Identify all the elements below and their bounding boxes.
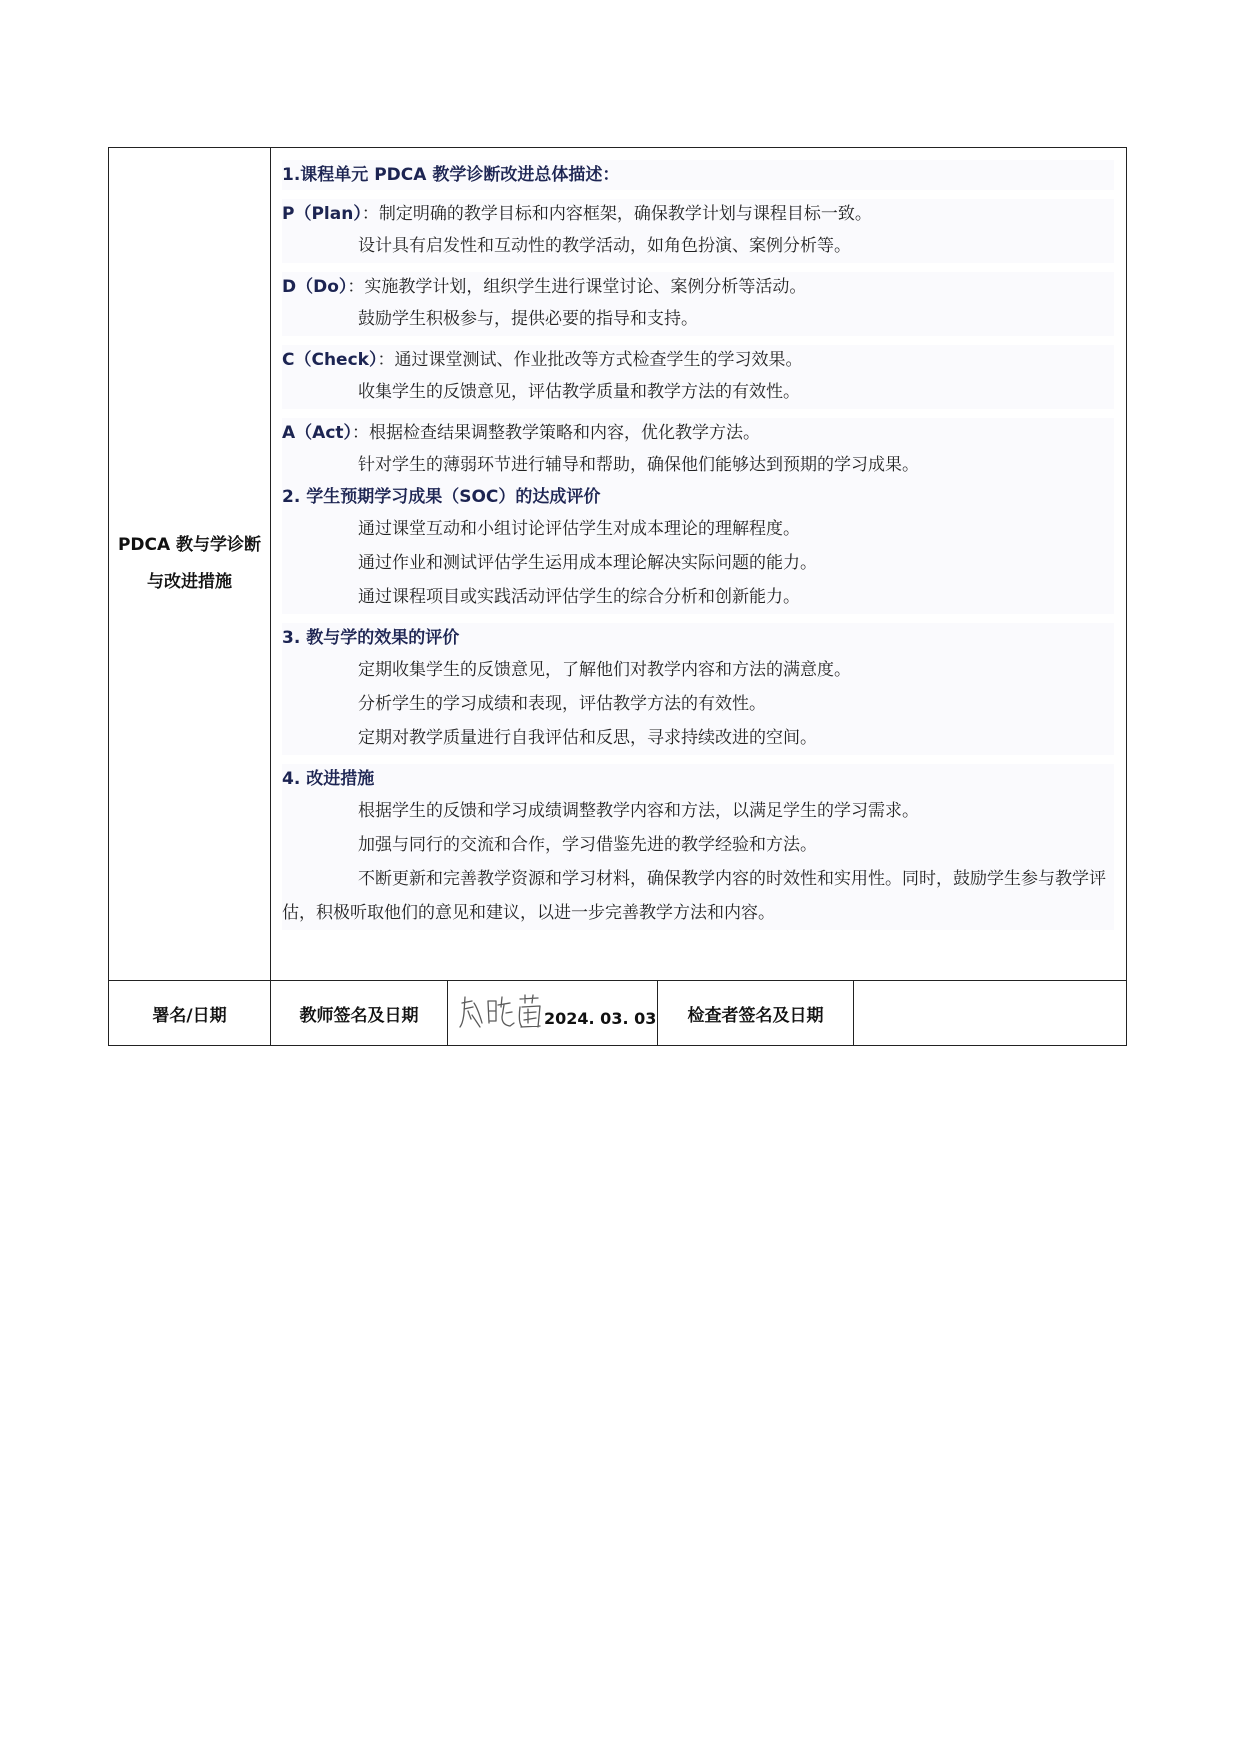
check-detail: 收集学生的反馈意见，评估教学质量和教学方法的有效性。 bbox=[358, 382, 800, 402]
plan-label: P（Plan） bbox=[282, 204, 362, 224]
plan-line bbox=[282, 199, 1114, 229]
do-line bbox=[282, 272, 1114, 302]
do-detail: 鼓励学生积极参与，提供必要的指导和支持。 bbox=[358, 309, 698, 329]
do-text: ：实施教学计划，组织学生进行课堂讨论、案例分析等活动。 bbox=[347, 277, 807, 297]
do-section bbox=[282, 272, 1114, 336]
act-text: ：根据检查结果调整教学策略和内容，优化教学方法。 bbox=[352, 423, 761, 443]
soc-title: 2. 学生预期学习成果（SOC）的达成评价 bbox=[282, 487, 601, 507]
effect-item: 分析学生的学习成绩和表现，评估教学方法的有效性。 bbox=[358, 694, 766, 714]
row-label-line-1: PDCA 教与学诊断 bbox=[117, 535, 262, 555]
improve-title: 4. 改进措施 bbox=[282, 769, 375, 789]
signature-row bbox=[109, 981, 1127, 1046]
pdca-overview-section bbox=[282, 160, 1114, 190]
plan-section bbox=[282, 199, 1114, 263]
checker-signature-cell bbox=[854, 981, 1127, 1046]
pdca-row bbox=[109, 148, 1127, 981]
do-label: D（Do） bbox=[282, 277, 348, 297]
teacher-signature-label: 教师签名及日期 bbox=[271, 981, 448, 1046]
signature-row-label: 署名/日期 bbox=[109, 981, 271, 1046]
act-section bbox=[282, 418, 1114, 482]
improve-item: 加强与同行的交流和合作，学习借鉴先进的教学经验和方法。 bbox=[358, 835, 817, 855]
improve-section bbox=[282, 764, 1114, 930]
teacher-signature-date: 2024. 03. 03 bbox=[544, 1009, 657, 1028]
handwritten-signature bbox=[458, 993, 544, 1033]
act-line bbox=[282, 418, 1114, 448]
improve-paragraph: 不断更新和完善教学资源和学习材料，确保教学内容的时效性和实用性。同时，鼓励学生参与教学评估，积极听取他们的意见和建议，以进一步完善教学方法和内容。 bbox=[282, 869, 1106, 923]
plan-text: ：制定明确的教学目标和内容框架，确保教学计划与课程目标一致。 bbox=[361, 204, 872, 224]
checker-signature-label: 检查者签名及日期 bbox=[658, 981, 854, 1046]
pdca-overview-title: 1.课程单元 PDCA 教学诊断改进总体描述： bbox=[282, 165, 620, 185]
effect-title: 3. 教与学的效果的评价 bbox=[282, 628, 460, 648]
effect-item: 定期收集学生的反馈意见，了解他们对教学内容和方法的满意度。 bbox=[358, 660, 851, 680]
act-detail: 针对学生的薄弱环节进行辅导和帮助，确保他们能够达到预期的学习成果。 bbox=[358, 455, 919, 475]
improve-item: 根据学生的反馈和学习成绩调整教学内容和方法，以满足学生的学习需求。 bbox=[358, 801, 919, 821]
soc-item: 通过作业和测试评估学生运用成本理论解决实际问题的能力。 bbox=[358, 553, 817, 573]
effect-item: 定期对教学质量进行自我评估和反思，寻求持续改进的空间。 bbox=[358, 728, 817, 748]
check-label: C（Check） bbox=[282, 350, 378, 370]
pdca-content bbox=[271, 148, 1127, 981]
act-label: A（Act） bbox=[282, 423, 353, 443]
teacher-signature-cell bbox=[448, 981, 658, 1046]
soc-item: 通过课程项目或实践活动评估学生的综合分析和创新能力。 bbox=[358, 587, 800, 607]
check-section bbox=[282, 345, 1114, 409]
soc-item: 通过课堂互动和小组讨论评估学生对成本理论的理解程度。 bbox=[358, 519, 800, 539]
pdca-form-table bbox=[108, 147, 1127, 1046]
check-text: ：通过课堂测试、作业批改等方式检查学生的学习效果。 bbox=[377, 350, 803, 370]
pdca-row-label bbox=[109, 148, 271, 981]
plan-detail: 设计具有启发性和互动性的教学活动，如角色扮演、案例分析等。 bbox=[358, 236, 851, 256]
soc-section bbox=[282, 482, 1114, 614]
check-line bbox=[282, 345, 1114, 375]
effect-section bbox=[282, 623, 1114, 755]
row-label-line-2: 与改进措施 bbox=[147, 572, 232, 592]
